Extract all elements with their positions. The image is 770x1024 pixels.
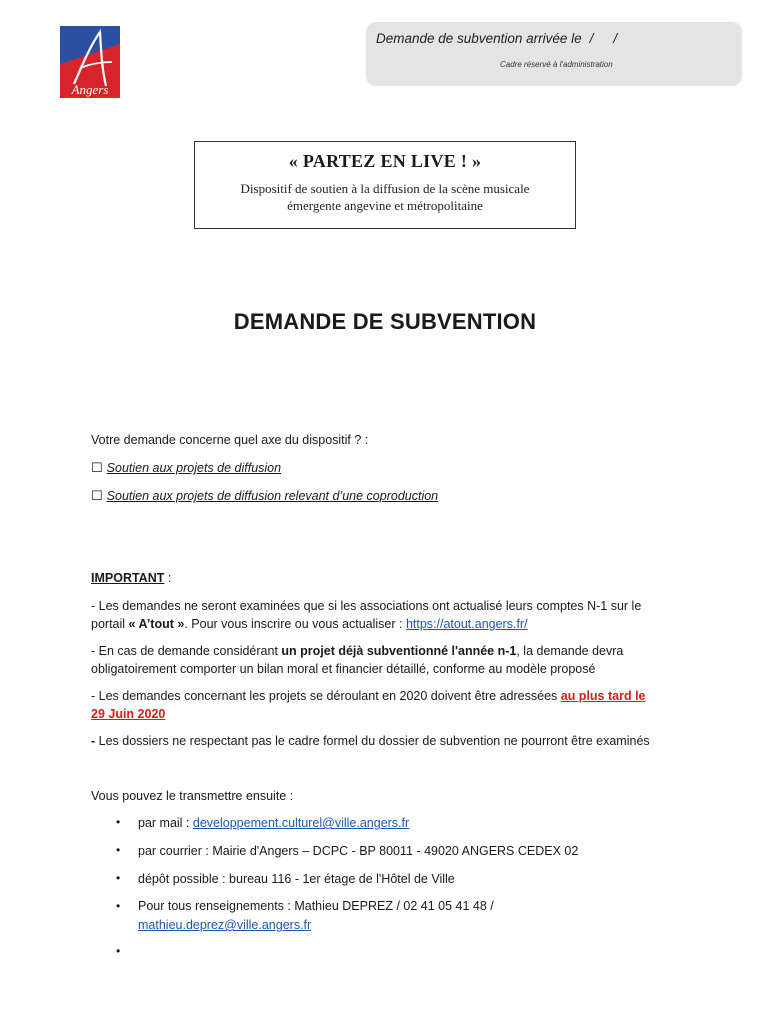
important-p1-line2 — [91, 615, 528, 634]
axis-question: Votre demande concerne quel axe du dispositif ? : — [91, 433, 369, 447]
mail-label: par mail : — [138, 816, 193, 830]
bullet-icon: • — [116, 871, 121, 885]
bullet-icon: • — [116, 843, 121, 857]
p2-bold: un projet déjà subventionné l'année n-1 — [281, 644, 517, 658]
checkbox-icon[interactable]: ☐ — [91, 461, 103, 476]
date-slash-1: / — [589, 31, 594, 46]
admin-note: Cadre réservé à l'administration — [500, 60, 613, 69]
important-p3-line2 — [91, 705, 165, 724]
renseignements-text: Pour tous renseignements : Mathieu DEPREZ / 02 41 05 41 48 / — [138, 899, 494, 913]
page-title: DEMANDE DE SUBVENTION — [233, 309, 537, 334]
program-subtitle — [195, 180, 575, 214]
important-suffix: : — [164, 571, 172, 585]
transmit-intro: Vous pouvez le transmettre ensuite : — [91, 789, 294, 803]
contact-email-link[interactable]: mathieu.deprez@ville.angers.fr — [138, 918, 312, 932]
important-p1-line1: - Les demandes ne seront examinées que si les associations ont actualisé leurs comptes N-1 sur le — [91, 599, 642, 613]
transmit-mail — [138, 814, 409, 833]
p2-text-a: - En cas de demande considérant — [91, 644, 282, 658]
transmit-courrier: par courrier : Mairie d'Angers – DCPC - BP 80011 - 49020 ANGERS CEDEX 02 — [138, 844, 579, 858]
deadline-date: 29 Juin 2020 — [91, 707, 166, 721]
arrival-date-label: Demande de subvention arrivée le — [376, 31, 582, 46]
option-diffusion[interactable] — [91, 459, 281, 478]
p1-text-b: . Pour vous inscrire ou vous actualiser : — [184, 617, 406, 631]
important-label: IMPORTANT — [91, 571, 165, 585]
bullet-icon: • — [116, 899, 121, 913]
important-p2-line2: obligatoirement comporter un bilan moral et financier détaillé, conforme au modèle proposé — [91, 662, 596, 676]
bullet-icon: • — [116, 944, 121, 958]
option-coproduction-label: Soutien aux projets de diffusion relevant d’une coproduction — [106, 489, 439, 503]
checkbox-icon[interactable]: ☐ — [91, 489, 103, 504]
atout-link[interactable]: https://atout.angers.fr/ — [405, 617, 528, 631]
p1-text-a: portail — [91, 617, 129, 631]
program-subtitle-line-1: Dispositif de soutien à la diffusion de la scène musicale — [240, 181, 530, 196]
admin-reserved-box — [366, 22, 742, 86]
arrival-date-line — [376, 31, 617, 46]
p4-text: Les dossiers ne respectant pas le cadre formel du dossier de subvention ne pourront être examinés — [95, 734, 650, 748]
option-diffusion-label: Soutien aux projets de diffusion — [106, 461, 282, 475]
important-heading — [91, 569, 171, 588]
program-title: « PARTEZ EN LIVE ! » — [288, 151, 482, 171]
angers-logo — [60, 26, 120, 98]
transmit-depot: dépôt possible : bureau 116 - 1er étage de l'Hôtel de Ville — [138, 872, 455, 886]
atout-portal-name: « A’tout » — [128, 617, 185, 631]
important-p4 — [91, 732, 650, 751]
angers-logo-icon — [60, 26, 120, 98]
p3-text: - Les demandes concernant les projets se déroulant en 2020 doivent être adressées — [91, 689, 561, 703]
transmit-renseignements — [138, 897, 494, 935]
p4-dash: - — [91, 734, 96, 748]
option-coproduction[interactable] — [91, 487, 438, 506]
date-slash-2: / — [613, 31, 618, 46]
important-p3-line1 — [91, 687, 646, 706]
bullet-icon: • — [116, 815, 121, 829]
program-title-box — [194, 141, 576, 229]
deadline-text: au plus tard le — [560, 689, 646, 703]
important-p2-line1 — [91, 642, 623, 661]
program-subtitle-line-2: émergente angevine et métropolitaine — [287, 198, 483, 213]
svg-text:Angers: Angers — [71, 82, 109, 97]
p2-text-b: , la demande devra — [516, 644, 624, 658]
mail-link[interactable]: developpement.culturel@ville.angers.fr — [192, 816, 410, 830]
